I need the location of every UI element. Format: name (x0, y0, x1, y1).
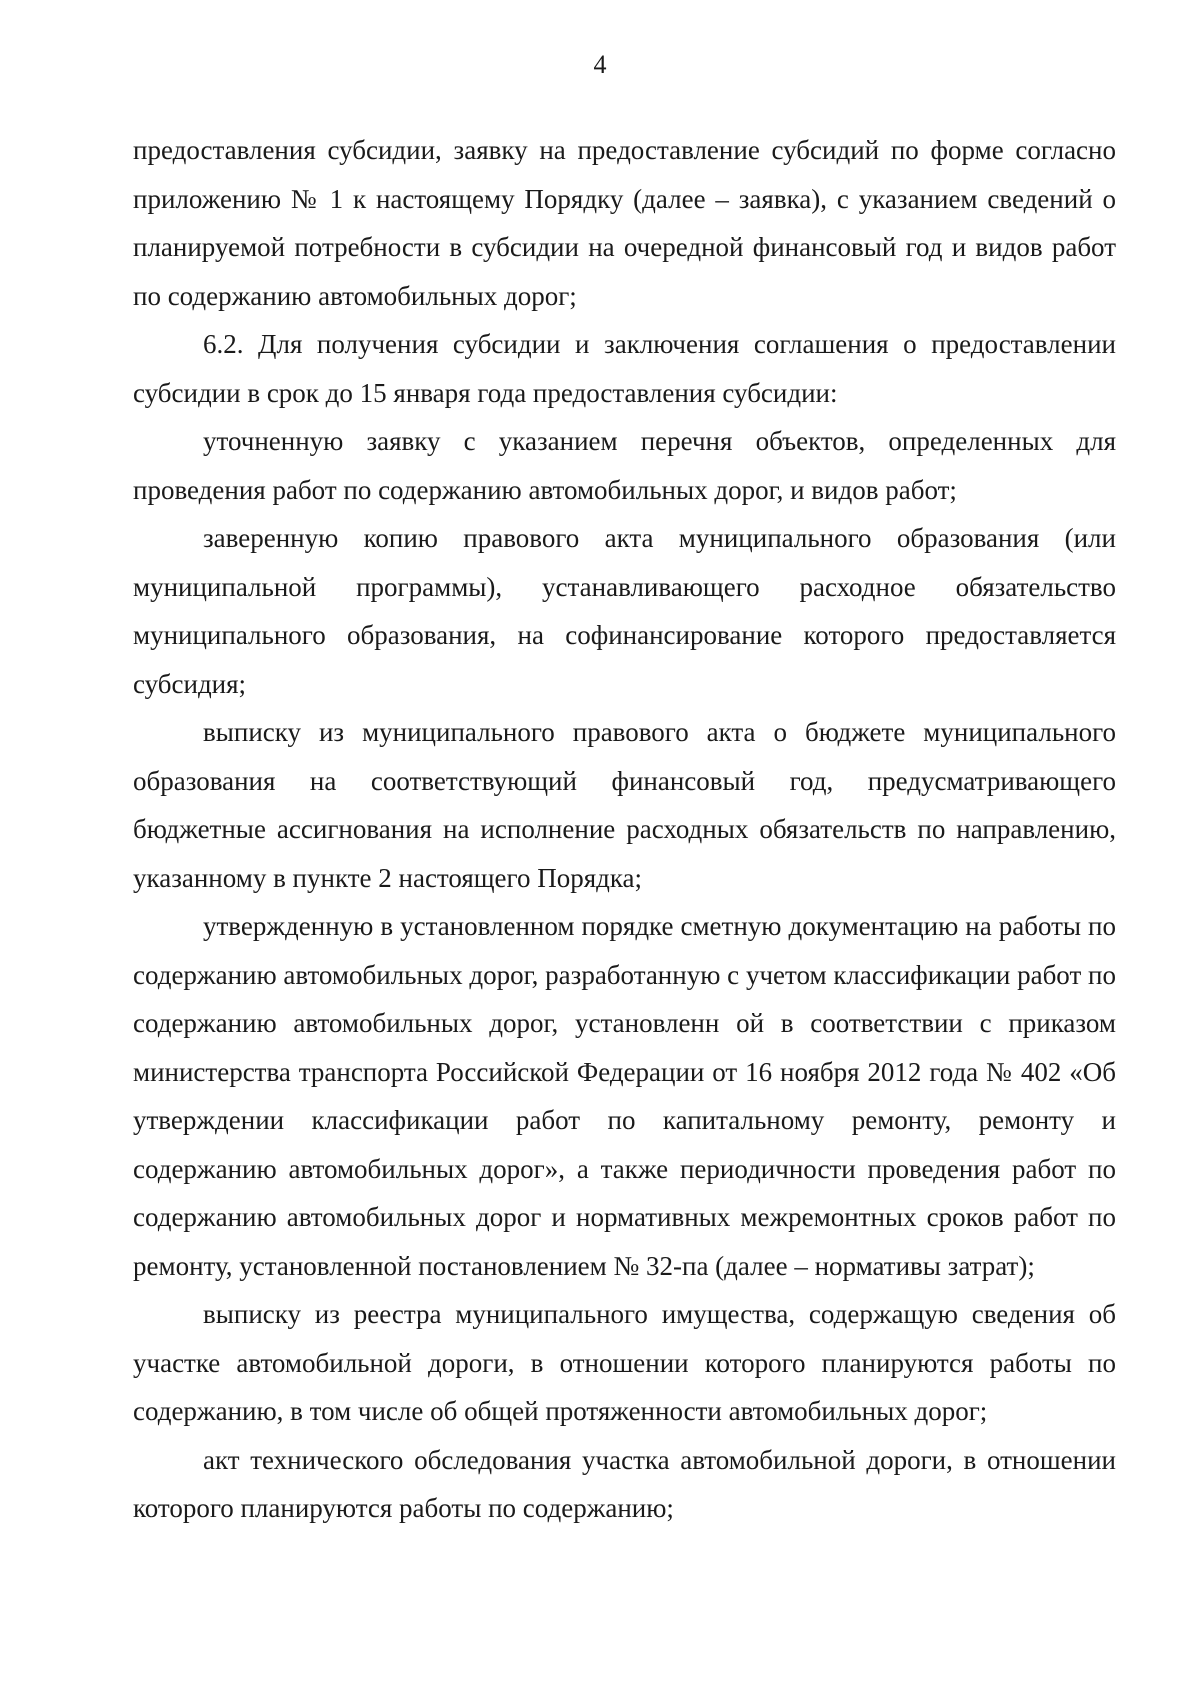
paragraph-4: заверенную копию правового акта муниципального образования (или муниципальной программы), устанавливающего расходное обязательство муниципального образования, на софинансирование которого предоставляется субсидия; (133, 523, 1116, 699)
paragraph-3: уточненную заявку с указанием перечня объектов, определенных для проведения работ по содержанию автомобильных дорог, и видов работ; (133, 426, 1116, 505)
paragraph-1: предоставления субсидии, заявку на предоставление субсидий по форме согласно приложению № 1 к настоящему Порядку (далее – заявка), с указанием сведений о планируемой потребности в субсидии на очередной финансовый год и видов работ по содержанию автомобильных дорог; (133, 135, 1116, 311)
paragraph-7: выписку из реестра муниципального имущества, содержащую сведения об участке автомобильной дороги, в отношении которого планируются работы по содержанию, в том числе об общей протяженности автомобильных дорог; (133, 1299, 1116, 1426)
paragraph-5: выписку из муниципального правового акта о бюджете муниципального образования на соответствующий финансовый год, предусматривающего бюджетные ассигнования на исполнение расходных обязательств по направлению, указанному в пункте 2 настоящего Порядка; (133, 717, 1116, 893)
paragraph-6: утвержденную в установленном порядке сметную документацию на работы по содержанию автомобильных дорог, разработанную с учетом классификации работ по содержанию автомобильных дорог, установленн ой в соответствии с приказом министерства транспорта Российской Федерации от 16 ноября 2012 года № 402 «Об утверждении классификации работ по капитальному ремонту, ремонту и содержанию автомобильных дорог», а также периодичности проведения работ по содержанию автомобильных дорог и нормативных межремонтных сроков работ по ремонту, установленной постановлением № 32-па (далее – нормативы затрат); (133, 911, 1116, 1281)
document-body (133, 126, 1116, 1533)
paragraph-8: акт технического обследования участка автомобильной дороги, в отношении которого планируются работы по содержанию; (133, 1444, 1116, 1523)
paragraph-2: 6.2. Для получения субсидии и заключения соглашения о предоставлении субсидии в срок до 15 января года предоставления субсидии: (133, 329, 1116, 408)
page-number: 4 (593, 50, 607, 79)
